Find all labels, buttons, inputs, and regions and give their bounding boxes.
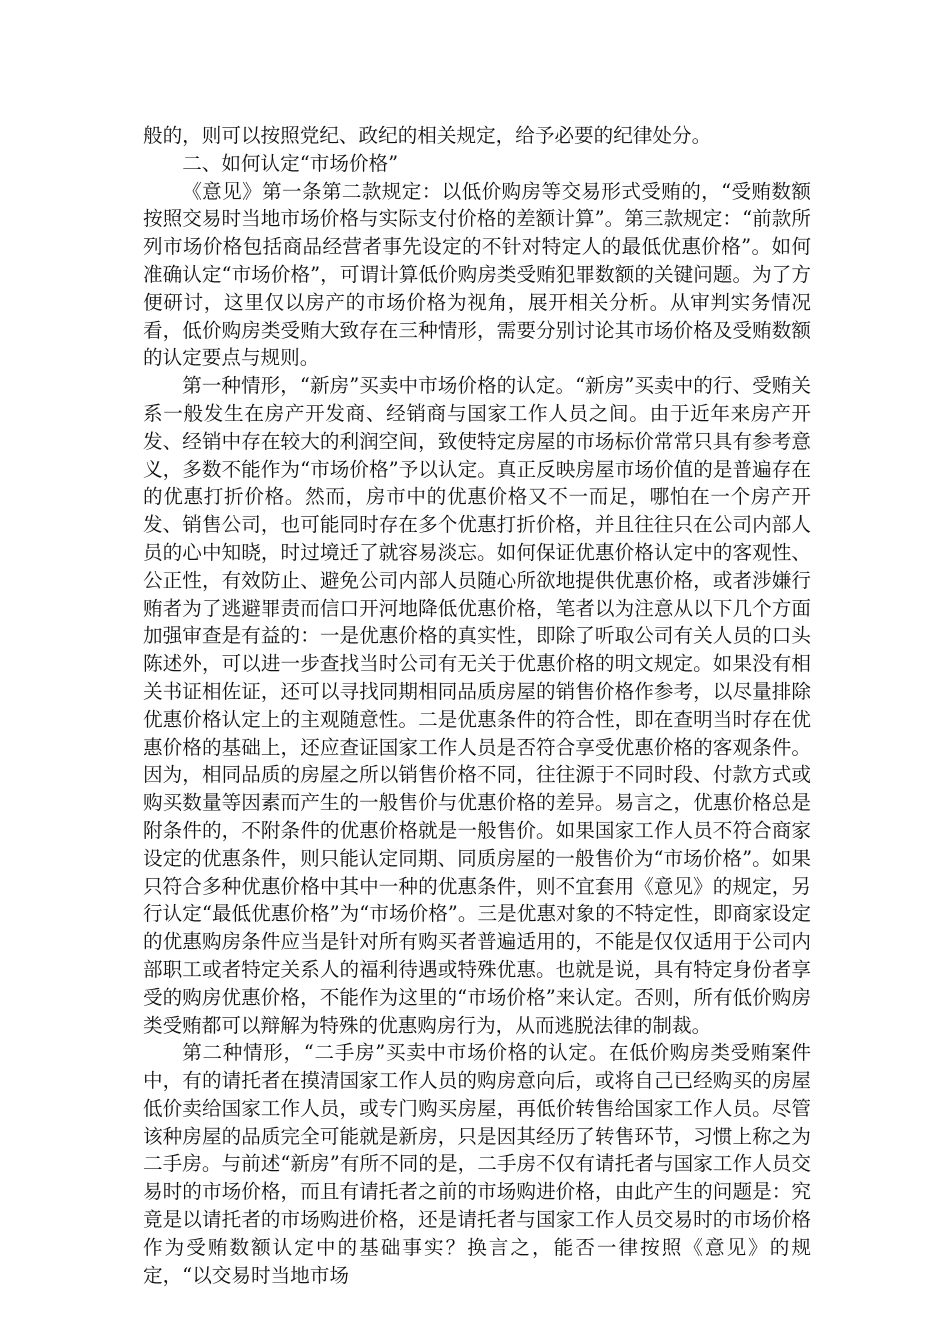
paragraph-second-situation: 第二种情形，“二手房”买卖中市场价格的认定。在低价购房类受贿案件中，有的请托者在摸清国家工作人员的购房意向后，或将自己已经购买的房屋低价卖给国家工作人员，或专门购买房屋，再低价转售给国家工作人员。尽管该种房屋的品质完全可能就是新房，只是因其经历了转售环节，习惯上称之为二手房。与前述“新房”有所不同的是，二手房不仅有请托者与国家工作人员交易时的市场价格，而且有请托者之前的市场购进价格，由此产生的问题是：究竟是以请托者的市场购进价格，还是请托者与国家工作人员交易时的市场价格作为受贿数额认定中的基础事实？换言之，能否一律按照《意见》的规定，“以交易时当地市场: [143, 1041, 811, 1287]
paragraph-opinion-article: 《意见》第一条第二款规定：以低价购房等交易形式受贿的，“受贿数额按照交易时当地市场价格与实际支付价格的差额计算”。第三款规定：“前款所列市场价格包括商品经营者事先设定的不针对特定人的最低优惠价格”。如何准确认定“市场价格”，可谓计算低价购房类受贿犯罪数额的关键问题。为了方便研讨，这里仅以房产的市场价格为视角，展开相关分析。从审判实务情况看，低价购房类受贿大致存在三种情形，需要分别讨论其市场价格及受贿数额的认定要点与规则。: [143, 179, 811, 370]
document-page: [143, 122, 811, 1289]
paragraph-first-situation: 第一种情形，“新房”买卖中市场价格的认定。“新房”买卖中的行、受贿关系一般发生在房产开发商、经销商与国家工作人员之间。由于近年来房产开发、经销中存在较大的利润空间，致使特定房屋的市场标价常常只具有参考意义，多数不能作为“市场价格”予以认定。真正反映房屋市场价值的是普遍存在的优惠打折价格。然而，房市中的优惠价格又不一而足，哪怕在一个房产开发、销售公司，也可能同时存在多个优惠打折价格，并且往往只在公司内部人员的心中知晓，时过境迁了就容易淡忘。如何保证优惠价格认定中的客观性、公正性，有效防止、避免公司内部人员随心所欲地提供优惠价格，或者涉嫌行贿者为了逃避罪责而信口开河地降低优惠价格，笔者以为注意从以下几个方面加强审查是有益的：一是优惠价格的真实性，即除了听取公司有关人员的口头陈述外，可以进一步查找当时公司有无关于优惠价格的明文规定。如果没有相关书证相佐证，还可以寻找同期相同品质房屋的销售价格作参考，以尽量排除优惠价格认定上的主观随意性。二是优惠条件的符合性，即在查明当时存在优惠价格的基础上，还应查证国家工作人员是否符合享受优惠价格的客观条件。因为，相同品质的房屋之所以销售价格不同，往往源于不同时段、付款方式或购买数量等因素而产生的一般售价与优惠价格的差异。易言之，优惠价格总是附条件的，不附条件的优惠价格就是一般售价。如果国家工作人员不符合商家设定的优惠条件，则只能认定同期、同质房屋的一般售价为“市场价格”。如果只符合多种优惠价格中其中一种的优惠条件，则不宜套用《意见》的规定，另行认定“最低优惠价格”为“市场价格”。三是优惠对象的不特定性，即商家设定的优惠购房条件应当是针对所有购买者普遍适用的，不能是仅仅适用于公司内部职工或者特定关系人的福利待遇或特殊优惠。也就是说，具有特定身份者享受的购房优惠价格，不能作为这里的“市场价格”来认定。否则，所有低价购房类受贿都可以辩解为特殊的优惠购房行为，从而逃脱法律的制裁。: [143, 374, 811, 1037]
section-heading: 二、如何认定“市场价格”: [182, 151, 399, 175]
paragraph-continuation: 般的，则可以按照党纪、政纪的相关规定，给予必要的纪律处分。: [143, 124, 712, 147]
